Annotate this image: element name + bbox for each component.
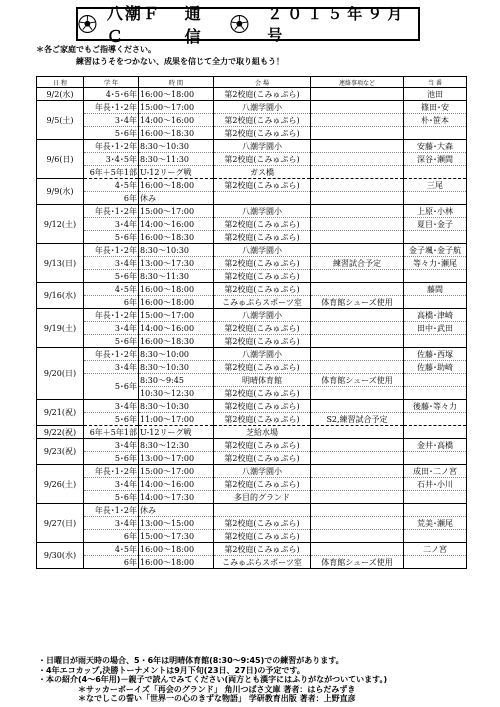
time-cell: 8:30～12:30 — [139, 439, 214, 452]
time-cell: 14:00～16:00 — [139, 478, 214, 491]
table-row — [37, 205, 467, 218]
schedule-table — [36, 76, 467, 569]
staff-cell: 夏目･金子 — [404, 218, 467, 231]
notes-cell: 体育館シューズ使用 — [311, 556, 404, 569]
time-cell: 8:30～11:30 — [139, 153, 214, 166]
venue-cell: 八潮学園小 — [214, 101, 311, 114]
time-cell: 10:30～12:30 — [139, 387, 214, 400]
table-row — [37, 426, 467, 439]
grade-cell: 3･4･5年 — [84, 153, 139, 166]
table-row — [37, 413, 467, 426]
venue-cell — [214, 192, 311, 205]
time-cell: 15:00～17:00 — [139, 101, 214, 114]
time-cell: 11:00～17:00 — [139, 413, 214, 426]
grade-cell: 3･4年 — [84, 257, 139, 270]
venue-cell: 第2校庭(こみゅぷら) — [214, 153, 311, 166]
notes-cell: 体育館シューズ使用 — [311, 374, 404, 387]
notes-cell — [311, 127, 404, 140]
grade-cell: 5･6年 — [84, 231, 139, 244]
date-cell: 9/9(水) — [37, 179, 84, 205]
staff-cell — [404, 166, 467, 179]
notes-cell — [311, 101, 404, 114]
venue-cell: 八潮学園小 — [214, 309, 311, 322]
venue-cell: 第2校庭(こみゅぷら) — [214, 127, 311, 140]
venue-cell: 第2校庭(こみゅぷら) — [214, 452, 311, 465]
date-cell: 9/19(土) — [37, 309, 84, 348]
grade-cell: 5･6年 — [84, 270, 139, 283]
time-cell: 13:00～15:00 — [139, 517, 214, 530]
grade-cell: 3･4年 — [84, 400, 139, 413]
staff-cell — [404, 231, 467, 244]
date-cell: 9/27(日) — [37, 504, 84, 543]
venue-cell: 第2校庭(こみゅぷら) — [214, 114, 311, 127]
grade-cell: 4･5･6年 — [84, 88, 139, 101]
venue-cell: 第2校庭(こみゅぷら) — [214, 543, 311, 556]
notes-cell — [311, 465, 404, 478]
notes-cell — [311, 504, 404, 517]
notes-cell — [311, 530, 404, 543]
notes-cell — [311, 335, 404, 348]
date-cell: 9/2(水) — [37, 88, 84, 101]
venue-cell: 明晴体育館 — [214, 374, 311, 387]
notes-cell — [311, 361, 404, 374]
notes-cell: 体育館シューズ使用 — [311, 296, 404, 309]
time-cell: 13:00～17:00 — [139, 452, 214, 465]
time-cell: 8:30～10:30 — [139, 140, 214, 153]
staff-cell — [404, 413, 467, 426]
staff-cell: 朴･笹本 — [404, 114, 467, 127]
time-cell: 16:00～18:30 — [139, 127, 214, 140]
time-cell: 8:30～9:45 — [139, 374, 214, 387]
grade-cell: 年長･1･2年 — [84, 309, 139, 322]
table-row — [37, 296, 467, 309]
date-cell: 9/21(祝) — [37, 400, 84, 426]
table-row — [37, 335, 467, 348]
time-cell: U-12リーグ戦 — [139, 166, 214, 179]
header-grade: 学 年 — [84, 77, 139, 88]
time-cell: 14:00～16:00 — [139, 114, 214, 127]
grade-cell: 5･6年 — [84, 413, 139, 426]
staff-cell — [404, 556, 467, 569]
notes-cell — [311, 140, 404, 153]
venue-cell: 第2校庭(こみゅぷら) — [214, 322, 311, 335]
grade-cell: 5･6年 — [84, 491, 139, 504]
time-cell: 休み — [139, 504, 214, 517]
notes-cell — [311, 543, 404, 556]
table-row — [37, 452, 467, 465]
notes-cell: 練習試合予定 — [311, 257, 404, 270]
time-cell: 8:30～10:30 — [139, 361, 214, 374]
venue-cell: 多目的グランド — [214, 491, 311, 504]
grade-cell: 5･6年 — [84, 335, 139, 348]
grade-cell: 年長･1･2年 — [84, 244, 139, 257]
staff-cell: 佐藤･助崎 — [404, 361, 467, 374]
time-cell: 8:30～10:30 — [139, 400, 214, 413]
staff-cell — [404, 426, 467, 439]
staff-cell: 上原･小林 — [404, 205, 467, 218]
venue-cell: 第2校庭(こみゅぷら) — [214, 478, 311, 491]
staff-cell — [404, 335, 467, 348]
grade-cell: 6年＋5年1部 — [84, 426, 139, 439]
header-venue: 会 場 — [214, 77, 311, 88]
table-row — [37, 114, 467, 127]
venue-cell: ガス橋 — [214, 166, 311, 179]
table-row — [37, 140, 467, 153]
time-cell: 13:00～17:30 — [139, 257, 214, 270]
staff-cell — [404, 270, 467, 283]
table-row — [37, 517, 467, 530]
table-row — [37, 153, 467, 166]
table-row — [37, 257, 467, 270]
venue-cell: 第2校庭(こみゅぷら) — [214, 400, 311, 413]
venue-cell: こみゅぷらスポーツ室 — [214, 556, 311, 569]
team-name: 八潮ＦＣ — [106, 4, 161, 46]
staff-cell: 高橋･津崎 — [404, 309, 467, 322]
date-cell: 9/23(祝) — [37, 439, 84, 465]
table-row — [37, 322, 467, 335]
schedule-body — [37, 88, 467, 569]
notes-cell — [311, 283, 404, 296]
table-row — [37, 400, 467, 413]
venue-cell: 第2校庭(こみゅぷら) — [214, 530, 311, 543]
notes-cell — [311, 322, 404, 335]
venue-cell: 第2校庭(こみゅぷら) — [214, 361, 311, 374]
venue-cell: 八潮学園小 — [214, 244, 311, 257]
staff-cell: 金井･高橋 — [404, 439, 467, 452]
grade-cell: 6年 — [84, 296, 139, 309]
staff-cell — [404, 374, 467, 387]
notes-cell — [311, 153, 404, 166]
table-row — [37, 127, 467, 140]
note-line-3: ・本の紹介(4～6年用)－親子で読んでみてください(両方とも漢字にはふりがながついています。) — [38, 675, 388, 684]
soccer-ball-icon — [230, 14, 249, 34]
venue-cell: こみゅぷらスポーツ室 — [214, 296, 311, 309]
date-cell: 9/30(水) — [37, 543, 84, 569]
date-cell: 9/26(土) — [37, 465, 84, 504]
table-row — [37, 283, 467, 296]
time-cell: 16:00～18:30 — [139, 335, 214, 348]
venue-cell: 第2校庭(こみゅぷら) — [214, 231, 311, 244]
header-date: 日 程 — [37, 77, 84, 88]
time-cell: 16:00～18:30 — [139, 231, 214, 244]
table-row — [37, 218, 467, 231]
notes-cell — [311, 88, 404, 101]
date-cell: 9/13(日) — [37, 244, 84, 283]
staff-cell — [404, 127, 467, 140]
staff-cell — [404, 530, 467, 543]
staff-cell: 後藤･等々力 — [404, 400, 467, 413]
notes-cell — [311, 491, 404, 504]
notes-cell — [311, 387, 404, 400]
notes-cell — [311, 179, 404, 192]
grade-cell: 6年 — [84, 556, 139, 569]
time-cell: 15:00～17:00 — [139, 465, 214, 478]
table-row — [37, 530, 467, 543]
table-row — [37, 270, 467, 283]
grade-cell: 年長･1･2年 — [84, 140, 139, 153]
date-cell: 9/22(祝) — [37, 426, 84, 439]
grade-cell: 3･4年 — [84, 322, 139, 335]
table-row — [37, 504, 467, 517]
staff-cell — [404, 387, 467, 400]
table-row — [37, 491, 467, 504]
grade-cell: 3･4年 — [84, 439, 139, 452]
grade-cell: 年長･1･2年 — [84, 504, 139, 517]
staff-cell — [404, 452, 467, 465]
book-recommendation-1: ＊サッカーボーイズ「再会のグランド」 角川つばさ文庫 著者：はらだみずき — [78, 684, 356, 694]
table-row — [37, 309, 467, 322]
staff-cell — [404, 491, 467, 504]
table-row — [37, 166, 467, 179]
time-cell: 15:00～17:00 — [139, 205, 214, 218]
staff-cell: 藤間 — [404, 283, 467, 296]
venue-cell: 第2校庭(こみゅぷら) — [214, 387, 311, 400]
venue-cell: 第2校庭(こみゅぷら) — [214, 218, 311, 231]
staff-cell — [404, 192, 467, 205]
time-cell: 14:00～16:00 — [139, 322, 214, 335]
table-row — [37, 244, 467, 257]
grade-cell: 3･4年 — [84, 218, 139, 231]
soccer-ball-icon — [78, 14, 97, 34]
time-cell: 16:00～18:00 — [139, 296, 214, 309]
grade-cell: 5･6年 — [84, 452, 139, 465]
notes-cell — [311, 439, 404, 452]
date-cell: 9/16(水) — [37, 283, 84, 309]
header-notes: 連絡事項など — [311, 77, 404, 88]
venue-cell: 第2校庭(こみゅぷら) — [214, 88, 311, 101]
grade-cell: 5･6年 — [84, 374, 139, 400]
table-row — [37, 361, 467, 374]
note-line-1: ・日曜日が雨天時の場合、5・6年は明晴体育館(8:30～9:45)での練習があります。 — [38, 656, 344, 665]
time-cell: 16:00～18:00 — [139, 543, 214, 556]
venue-cell: 第2校庭(こみゅぷら) — [214, 179, 311, 192]
notes-cell — [311, 205, 404, 218]
date-cell: 9/20(日) — [37, 348, 84, 400]
notes-cell — [311, 244, 404, 257]
grade-cell: 年長･1･2年 — [84, 348, 139, 361]
table-row — [37, 478, 467, 491]
table-row — [37, 439, 467, 452]
notes-cell — [311, 231, 404, 244]
notes-cell — [311, 218, 404, 231]
intro-text — [36, 44, 284, 68]
staff-cell: 荒美･瀬尾 — [404, 517, 467, 530]
notes-cell — [311, 426, 404, 439]
grade-cell: 6年＋5年1部 — [84, 166, 139, 179]
venue-cell: 八潮学園小 — [214, 205, 311, 218]
table-row — [37, 465, 467, 478]
newsletter-title: 通信 — [184, 4, 204, 46]
staff-cell: 池田 — [404, 88, 467, 101]
newsletter-header — [76, 4, 420, 46]
venue-cell: 第2校庭(こみゅぷら) — [214, 517, 311, 530]
notes-cell — [311, 517, 404, 530]
footer-notes — [38, 656, 387, 704]
venue-cell — [214, 504, 311, 517]
time-cell: 15:00～17:30 — [139, 530, 214, 543]
staff-cell: 三尾 — [404, 179, 467, 192]
grade-cell: 3･4年 — [84, 114, 139, 127]
venue-cell: 八潮学園小 — [214, 348, 311, 361]
venue-cell: 第2校庭(こみゅぷら) — [214, 439, 311, 452]
time-cell: 8:30～10:00 — [139, 348, 214, 361]
date-cell: 9/12(土) — [37, 205, 84, 244]
table-row — [37, 231, 467, 244]
staff-cell: 等々力･瀬尾 — [404, 257, 467, 270]
staff-cell: 二ノ宮 — [404, 543, 467, 556]
staff-cell: 篠田･安 — [404, 101, 467, 114]
notes-cell — [311, 192, 404, 205]
grade-cell: 6年 — [84, 192, 139, 205]
staff-cell — [404, 504, 467, 517]
time-cell: 14:00～16:00 — [139, 218, 214, 231]
grade-cell: 6年 — [84, 530, 139, 543]
notes-cell — [311, 309, 404, 322]
intro-line-2: 練習はうそをつかない、成果を信じて全力で取り組もう！ — [76, 57, 284, 66]
grade-cell: 年長･1･2年 — [84, 205, 139, 218]
venue-cell: 第2校庭(こみゅぷら) — [214, 270, 311, 283]
notes-cell — [311, 452, 404, 465]
time-cell: 16:00～18:00 — [139, 556, 214, 569]
table-row — [37, 543, 467, 556]
time-cell: 休み — [139, 192, 214, 205]
table-header-row — [37, 77, 467, 88]
staff-cell: 安藤･大森 — [404, 140, 467, 153]
notes-cell — [311, 166, 404, 179]
grade-cell: 年長･1･2年 — [84, 101, 139, 114]
date-cell: 9/6(日) — [37, 140, 84, 179]
venue-cell: 第2校庭(こみゅぷら) — [214, 335, 311, 348]
notes-cell — [311, 478, 404, 491]
notes-cell — [311, 114, 404, 127]
venue-cell: 芝給水場 — [214, 426, 311, 439]
venue-cell: 第2校庭(こみゅぷら) — [214, 257, 311, 270]
time-cell: 8:30～11:30 — [139, 270, 214, 283]
notes-cell — [311, 348, 404, 361]
time-cell: 14:00～17:30 — [139, 491, 214, 504]
time-cell: U-12リーグ戦 — [139, 426, 214, 439]
notes-cell — [311, 270, 404, 283]
time-cell: 16:00～18:00 — [139, 179, 214, 192]
table-row — [37, 192, 467, 205]
note-line-2: ・4年エコカップ,決勝トーナメントは9月下旬(23日、27日)の予定です。 — [38, 665, 305, 675]
grade-cell: 3･4年 — [84, 517, 139, 530]
staff-cell: 田中･武田 — [404, 322, 467, 335]
date-cell: 9/5(土) — [37, 101, 84, 140]
grade-cell: 3･4年 — [84, 478, 139, 491]
time-cell: 15:00～17:00 — [139, 309, 214, 322]
venue-cell: 八潮学園小 — [214, 140, 311, 153]
table-row — [37, 88, 467, 101]
staff-cell: 石井･小川 — [404, 478, 467, 491]
notes-cell: S2,練習試合予定 — [311, 413, 404, 426]
grade-cell: 5･6年 — [84, 127, 139, 140]
time-cell: 16:00～18:00 — [139, 88, 214, 101]
table-row — [37, 556, 467, 569]
notes-cell — [311, 400, 404, 413]
staff-cell — [404, 296, 467, 309]
header-staff: 当 番 — [404, 77, 467, 88]
grade-cell: 年長･1･2年 — [84, 465, 139, 478]
venue-cell: 第2校庭(こみゅぷら) — [214, 283, 311, 296]
time-cell: 16:00～18:00 — [139, 283, 214, 296]
staff-cell: 深谷･瀬間 — [404, 153, 467, 166]
table-row — [37, 101, 467, 114]
grade-cell: 3･4年 — [84, 361, 139, 374]
book-recommendation-2: ＊なでしこの誓い「世界一の心のきずな物語」 学研教育出版 著者：上野直彦 — [78, 694, 356, 703]
grade-cell: 4･5年 — [84, 283, 139, 296]
table-row — [37, 179, 467, 192]
venue-cell: 八潮学園小 — [214, 465, 311, 478]
header-time: 時 間 — [139, 77, 214, 88]
table-row — [37, 374, 467, 387]
staff-cell: 成田･二ノ宮 — [404, 465, 467, 478]
venue-cell: 第2校庭(こみゅぷら) — [214, 413, 311, 426]
time-cell: 8:30～10:30 — [139, 244, 214, 257]
grade-cell: 4･5年 — [84, 543, 139, 556]
table-row — [37, 348, 467, 361]
intro-line-1: ＊各ご家庭でもご指導ください。 — [36, 45, 156, 54]
staff-cell: 佐藤･西塚 — [404, 348, 467, 361]
staff-cell: 金子颯･金子航 — [404, 244, 467, 257]
grade-cell: 4･5年 — [84, 179, 139, 192]
issue-date: ２０１５年９月号 — [267, 5, 408, 44]
